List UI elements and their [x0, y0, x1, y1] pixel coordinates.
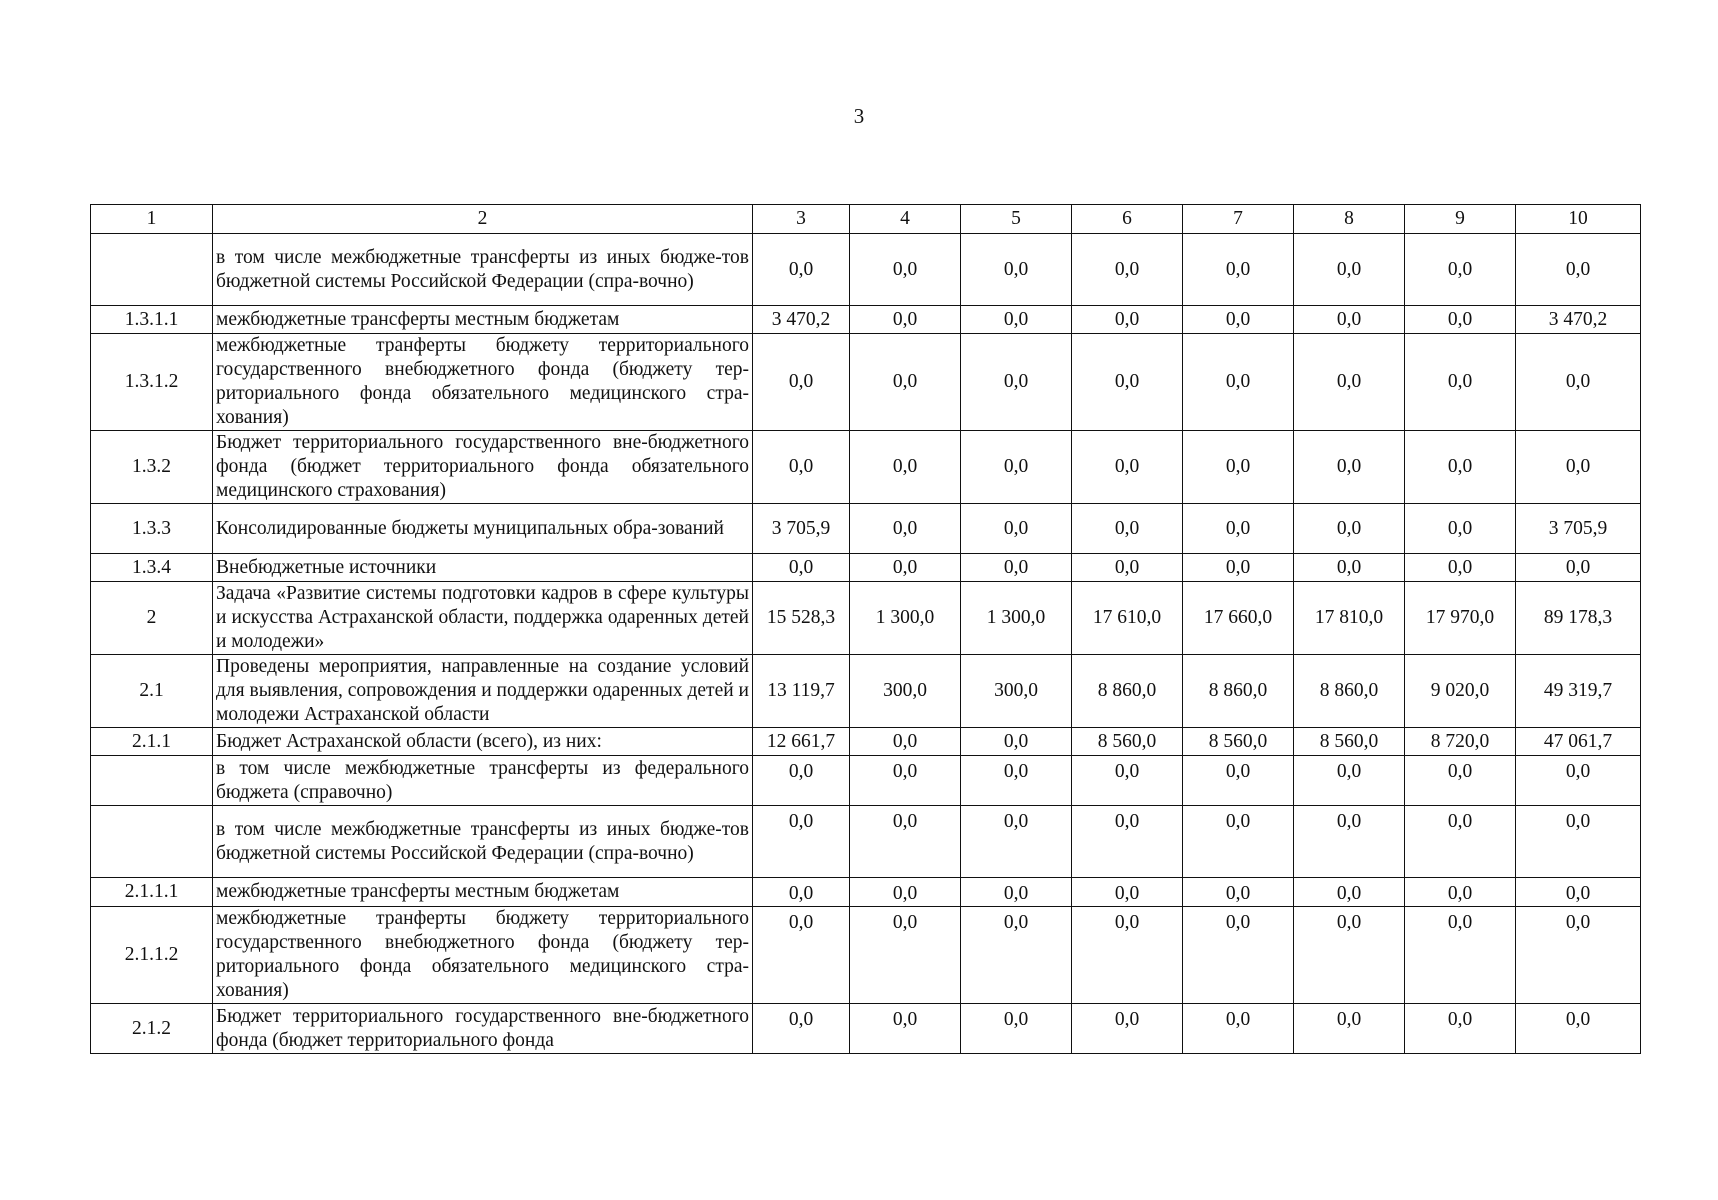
value-cell-col-4: 0,0: [850, 504, 961, 554]
row-number: 2.1.1.1: [91, 878, 213, 907]
value-cell-col-10: 0,0: [1516, 756, 1641, 806]
value-cell-col-4: 0,0: [850, 306, 961, 334]
value-cell-col-4: 0,0: [850, 806, 961, 878]
row-number: 2.1: [91, 655, 213, 728]
value-cell-col-5: 0,0: [961, 306, 1072, 334]
header-cell-4: 4: [850, 205, 961, 234]
value-cell-col-3: 3 705,9: [753, 504, 850, 554]
row-description: Проведены мероприятия, направленные на создание условий для выявления, сопровождения и поддержки одаренных детей и молодежи Астраханской области: [213, 655, 753, 728]
value-cell-col-10: 0,0: [1516, 334, 1641, 431]
table-row: [91, 504, 1641, 554]
value-cell-col-4: 0,0: [850, 756, 961, 806]
row-number: [91, 806, 213, 878]
value-cell-col-3: 0,0: [753, 1004, 850, 1054]
row-number: 2: [91, 582, 213, 655]
value-cell-col-9: 8 720,0: [1405, 728, 1516, 756]
table-row: [91, 431, 1641, 504]
value-cell-col-9: 0,0: [1405, 334, 1516, 431]
value-cell-col-9: 17 970,0: [1405, 582, 1516, 655]
row-number: 1.3.1.2: [91, 334, 213, 431]
value-cell-col-5: 0,0: [961, 806, 1072, 878]
value-cell-col-8: 0,0: [1294, 878, 1405, 907]
value-cell-col-3: 13 119,7: [753, 655, 850, 728]
value-cell-col-8: 8 560,0: [1294, 728, 1405, 756]
value-cell-col-6: 8 860,0: [1072, 655, 1183, 728]
value-cell-col-5: 0,0: [961, 554, 1072, 582]
value-cell-col-10: 0,0: [1516, 431, 1641, 504]
row-description: в том числе межбюджетные трансферты из иных бюдже-тов бюджетной системы Российской Федерации (спра-вочно): [213, 806, 753, 878]
value-cell-col-10: 0,0: [1516, 907, 1641, 1004]
value-cell-col-3: 0,0: [753, 878, 850, 907]
row-description: межбюджетные трансферты местным бюджетам: [213, 878, 753, 907]
value-cell-col-9: 0,0: [1405, 504, 1516, 554]
value-cell-col-8: 0,0: [1294, 234, 1405, 306]
row-description: межбюджетные трансферты местным бюджетам: [213, 306, 753, 334]
value-cell-col-10: 49 319,7: [1516, 655, 1641, 728]
value-cell-col-4: 0,0: [850, 554, 961, 582]
value-cell-col-3: 15 528,3: [753, 582, 850, 655]
value-cell-col-7: 0,0: [1183, 306, 1294, 334]
value-cell-col-6: 17 610,0: [1072, 582, 1183, 655]
row-description: в том числе межбюджетные трансферты из федерального бюджета (справочно): [213, 756, 753, 806]
value-cell-col-10: 0,0: [1516, 1004, 1641, 1054]
row-number: 2.1.1: [91, 728, 213, 756]
value-cell-col-8: 0,0: [1294, 504, 1405, 554]
value-cell-col-6: 0,0: [1072, 806, 1183, 878]
value-cell-col-3: 0,0: [753, 554, 850, 582]
row-number: 1.3.2: [91, 431, 213, 504]
value-cell-col-5: 0,0: [961, 756, 1072, 806]
value-cell-col-5: 0,0: [961, 907, 1072, 1004]
row-number: 2.1.1.2: [91, 907, 213, 1004]
header-cell-9: 9: [1405, 205, 1516, 234]
value-cell-col-6: 0,0: [1072, 907, 1183, 1004]
value-cell-col-7: 8 860,0: [1183, 655, 1294, 728]
value-cell-col-7: 0,0: [1183, 334, 1294, 431]
value-cell-col-8: 0,0: [1294, 756, 1405, 806]
value-cell-col-5: 300,0: [961, 655, 1072, 728]
header-cell-2: 2: [213, 205, 753, 234]
value-cell-col-10: 3 705,9: [1516, 504, 1641, 554]
value-cell-col-4: 1 300,0: [850, 582, 961, 655]
value-cell-col-10: 47 061,7: [1516, 728, 1641, 756]
value-cell-col-6: 0,0: [1072, 504, 1183, 554]
value-cell-col-5: 0,0: [961, 504, 1072, 554]
table-row: [91, 907, 1641, 1004]
header-cell-8: 8: [1294, 205, 1405, 234]
row-description: в том числе межбюджетные трансферты из иных бюдже-тов бюджетной системы Российской Федерации (спра-вочно): [213, 234, 753, 306]
row-description: Задача «Развитие системы подготовки кадров в сфере культуры и искусства Астраханской области, поддержка одаренных детей и молодежи»: [213, 582, 753, 655]
value-cell-col-5: 0,0: [961, 1004, 1072, 1054]
value-cell-col-3: 0,0: [753, 806, 850, 878]
value-cell-col-3: 0,0: [753, 334, 850, 431]
table-row: [91, 234, 1641, 306]
row-description: межбюджетные транферты бюджету территориального государственного внебюджетного фонда (бюджету тер-риториального фонда обязательного медицинского стра-хования): [213, 907, 753, 1004]
value-cell-col-7: 17 660,0: [1183, 582, 1294, 655]
value-cell-col-5: 0,0: [961, 431, 1072, 504]
table-row: [91, 655, 1641, 728]
value-cell-col-5: 0,0: [961, 728, 1072, 756]
value-cell-col-4: 0,0: [850, 1004, 961, 1054]
value-cell-col-9: 0,0: [1405, 878, 1516, 907]
value-cell-col-8: 0,0: [1294, 554, 1405, 582]
row-description: Консолидированные бюджеты муниципальных обра-зований: [213, 504, 753, 554]
value-cell-col-9: 0,0: [1405, 554, 1516, 582]
row-number: 1.3.1.1: [91, 306, 213, 334]
table-row: [91, 334, 1641, 431]
value-cell-col-8: 0,0: [1294, 806, 1405, 878]
value-cell-col-6: 0,0: [1072, 431, 1183, 504]
value-cell-col-4: 0,0: [850, 431, 961, 504]
value-cell-col-9: 0,0: [1405, 431, 1516, 504]
row-description: Бюджет Астраханской области (всего), из них:: [213, 728, 753, 756]
value-cell-col-3: 12 661,7: [753, 728, 850, 756]
header-cell-3: 3: [753, 205, 850, 234]
value-cell-col-9: 0,0: [1405, 907, 1516, 1004]
header-cell-1: 1: [91, 205, 213, 234]
header-cell-6: 6: [1072, 205, 1183, 234]
value-cell-col-4: 0,0: [850, 234, 961, 306]
value-cell-col-9: 0,0: [1405, 306, 1516, 334]
value-cell-col-3: 0,0: [753, 756, 850, 806]
value-cell-col-10: 89 178,3: [1516, 582, 1641, 655]
value-cell-col-4: 300,0: [850, 655, 961, 728]
value-cell-col-3: 0,0: [753, 234, 850, 306]
row-description: Внебюджетные источники: [213, 554, 753, 582]
value-cell-col-5: 1 300,0: [961, 582, 1072, 655]
value-cell-col-4: 0,0: [850, 878, 961, 907]
budget-table: [90, 204, 1641, 1054]
value-cell-col-6: 0,0: [1072, 756, 1183, 806]
value-cell-col-9: 9 020,0: [1405, 655, 1516, 728]
value-cell-col-7: 0,0: [1183, 1004, 1294, 1054]
value-cell-col-9: 0,0: [1405, 234, 1516, 306]
value-cell-col-6: 0,0: [1072, 554, 1183, 582]
table-row: [91, 306, 1641, 334]
row-number: [91, 234, 213, 306]
value-cell-col-3: 0,0: [753, 431, 850, 504]
value-cell-col-5: 0,0: [961, 334, 1072, 431]
row-description: межбюджетные транферты бюджету территориального государственного внебюджетного фонда (бюджету тер-риториального фонда обязательного медицинского стра-хования): [213, 334, 753, 431]
value-cell-col-6: 0,0: [1072, 306, 1183, 334]
row-number: 2.1.2: [91, 1004, 213, 1054]
value-cell-col-6: 0,0: [1072, 234, 1183, 306]
value-cell-col-3: 0,0: [753, 907, 850, 1004]
value-cell-col-7: 0,0: [1183, 878, 1294, 907]
row-description: Бюджет территориального государственного вне-бюджетного фонда (бюджет территориального фонда: [213, 1004, 753, 1054]
table-row: [91, 878, 1641, 907]
table-row: [91, 756, 1641, 806]
value-cell-col-6: 0,0: [1072, 1004, 1183, 1054]
value-cell-col-6: 0,0: [1072, 878, 1183, 907]
value-cell-col-7: 0,0: [1183, 756, 1294, 806]
value-cell-col-8: 0,0: [1294, 431, 1405, 504]
row-number: 1.3.4: [91, 554, 213, 582]
row-description: Бюджет территориального государственного вне-бюджетного фонда (бюджет территориального фонда обязательного медицинского страхования): [213, 431, 753, 504]
table-row: [91, 806, 1641, 878]
value-cell-col-5: 0,0: [961, 878, 1072, 907]
header-row: [91, 205, 1641, 234]
value-cell-col-3: 3 470,2: [753, 306, 850, 334]
value-cell-col-7: 8 560,0: [1183, 728, 1294, 756]
value-cell-col-4: 0,0: [850, 907, 961, 1004]
value-cell-col-7: 0,0: [1183, 504, 1294, 554]
value-cell-col-10: 0,0: [1516, 806, 1641, 878]
value-cell-col-4: 0,0: [850, 728, 961, 756]
value-cell-col-6: 8 560,0: [1072, 728, 1183, 756]
table-row: [91, 582, 1641, 655]
value-cell-col-8: 0,0: [1294, 306, 1405, 334]
row-number: [91, 756, 213, 806]
value-cell-col-8: 0,0: [1294, 334, 1405, 431]
table-row: [91, 728, 1641, 756]
value-cell-col-7: 0,0: [1183, 234, 1294, 306]
value-cell-col-7: 0,0: [1183, 907, 1294, 1004]
value-cell-col-6: 0,0: [1072, 334, 1183, 431]
value-cell-col-7: 0,0: [1183, 554, 1294, 582]
value-cell-col-9: 0,0: [1405, 756, 1516, 806]
page-number: 3: [853, 104, 865, 128]
value-cell-col-10: 0,0: [1516, 554, 1641, 582]
value-cell-col-4: 0,0: [850, 334, 961, 431]
header-cell-10: 10: [1516, 205, 1641, 234]
value-cell-col-10: 3 470,2: [1516, 306, 1641, 334]
table-row: [91, 1004, 1641, 1054]
value-cell-col-8: 0,0: [1294, 1004, 1405, 1054]
table-row: [91, 554, 1641, 582]
header-cell-7: 7: [1183, 205, 1294, 234]
value-cell-col-10: 0,0: [1516, 234, 1641, 306]
value-cell-col-7: 0,0: [1183, 431, 1294, 504]
value-cell-col-8: 17 810,0: [1294, 582, 1405, 655]
table-body: [91, 234, 1641, 1054]
row-number: 1.3.3: [91, 504, 213, 554]
value-cell-col-7: 0,0: [1183, 806, 1294, 878]
value-cell-col-8: 8 860,0: [1294, 655, 1405, 728]
value-cell-col-5: 0,0: [961, 234, 1072, 306]
value-cell-col-9: 0,0: [1405, 806, 1516, 878]
value-cell-col-9: 0,0: [1405, 1004, 1516, 1054]
header-cell-5: 5: [961, 205, 1072, 234]
value-cell-col-10: 0,0: [1516, 878, 1641, 907]
value-cell-col-8: 0,0: [1294, 907, 1405, 1004]
